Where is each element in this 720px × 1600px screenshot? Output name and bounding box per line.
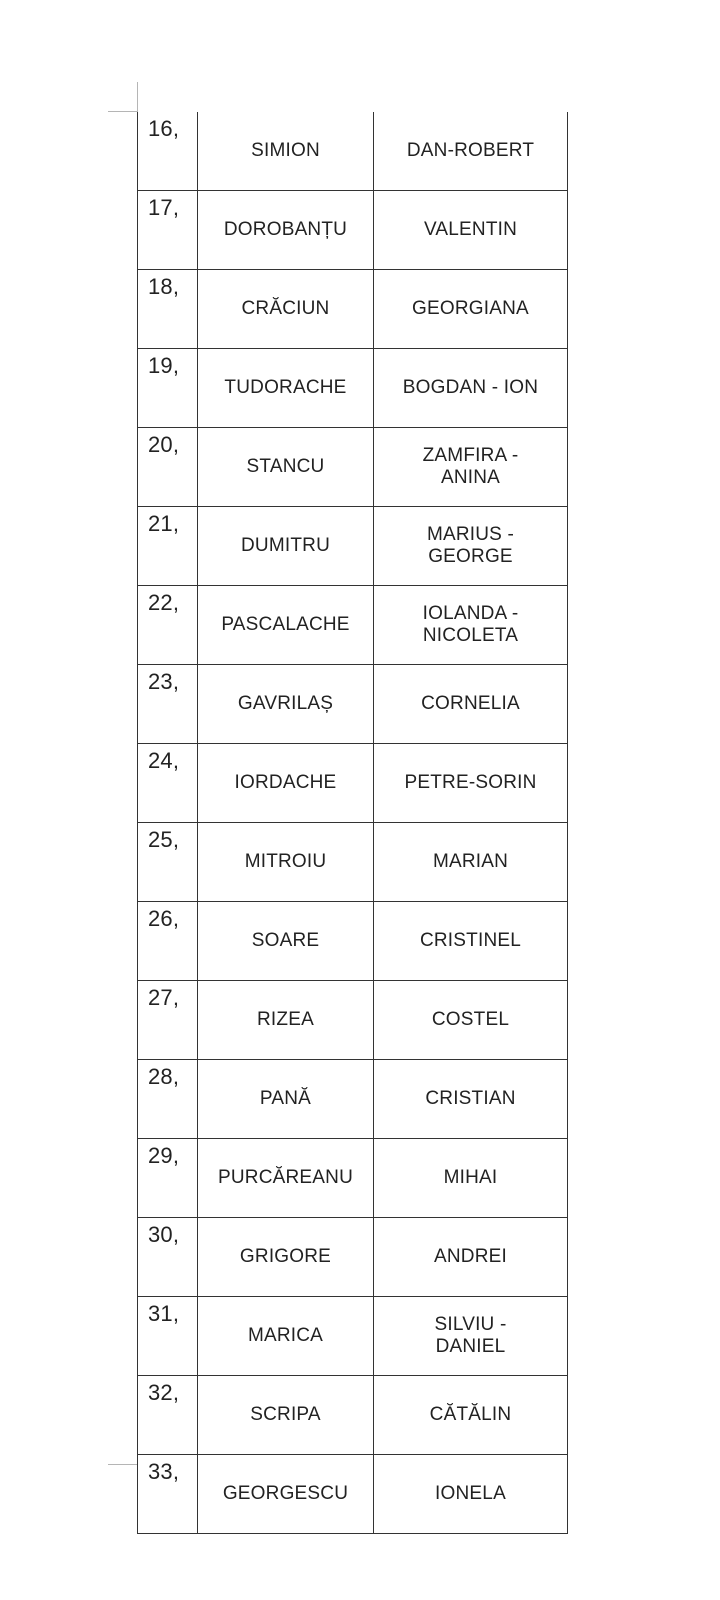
first-name-text: SILVIU - DANIEL (434, 1314, 507, 1357)
table-row (138, 981, 568, 1060)
first-name-cell (374, 1297, 568, 1376)
first-name-cell (374, 902, 568, 981)
first-name-cell (374, 428, 568, 507)
names-table (137, 112, 568, 1534)
table-row (138, 902, 568, 981)
table-row (138, 1455, 568, 1534)
last-name-cell: DOROBANȚU (198, 191, 374, 270)
table-row (138, 744, 568, 823)
row-number: 29, (138, 1139, 198, 1218)
first-name-text: BOGDAN - ION (402, 377, 539, 398)
last-name-cell: STANCU (198, 428, 374, 507)
table-row (138, 1060, 568, 1139)
table-row (138, 428, 568, 507)
last-name-cell: RIZEA (198, 981, 374, 1060)
first-name-text: MARIUS - GEORGE (426, 524, 515, 567)
row-number: 24, (138, 744, 198, 823)
last-name-cell: IORDACHE (198, 744, 374, 823)
table-row (138, 823, 568, 902)
table-row (138, 270, 568, 349)
first-name-text: VALENTIN (423, 219, 518, 240)
first-name-text: COSTEL (431, 1009, 510, 1030)
table-row (138, 112, 568, 191)
first-name-text: MARIAN (432, 851, 509, 872)
row-number: 27, (138, 981, 198, 1060)
first-name-cell (374, 349, 568, 428)
last-name-cell: PANĂ (198, 1060, 374, 1139)
row-number: 18, (138, 270, 198, 349)
first-name-text: ANDREI (434, 1246, 507, 1267)
last-name-cell: PASCALACHE (198, 586, 374, 665)
table-row (138, 1297, 568, 1376)
row-number: 26, (138, 902, 198, 981)
first-name-text: MIHAI (443, 1167, 498, 1188)
row-number: 25, (138, 823, 198, 902)
table-row (138, 507, 568, 586)
first-name-cell (374, 1060, 568, 1139)
row-number: 21, (138, 507, 198, 586)
row-number: 33, (138, 1455, 198, 1534)
table-row (138, 349, 568, 428)
first-name-text: CORNELIA (421, 693, 520, 714)
first-name-text: IONELA (435, 1483, 506, 1504)
first-name-cell (374, 981, 568, 1060)
row-number: 30, (138, 1218, 198, 1297)
table-row (138, 586, 568, 665)
table-row (138, 665, 568, 744)
last-name-cell: MITROIU (198, 823, 374, 902)
last-name-cell: SOARE (198, 902, 374, 981)
last-name-cell: PURCĂREANU (198, 1139, 374, 1218)
table-row (138, 1376, 568, 1455)
row-number: 31, (138, 1297, 198, 1376)
first-name-cell (374, 1139, 568, 1218)
first-name-text: DAN-ROBERT (406, 140, 535, 161)
last-name-cell: GAVRILAȘ (198, 665, 374, 744)
last-name-cell: GRIGORE (198, 1218, 374, 1297)
row-number: 28, (138, 1060, 198, 1139)
last-name-cell: TUDORACHE (198, 349, 374, 428)
first-name-cell (374, 1376, 568, 1455)
crop-mark-top-vertical (137, 82, 138, 112)
first-name-cell (374, 270, 568, 349)
first-name-cell (374, 507, 568, 586)
first-name-cell (374, 112, 568, 191)
row-number: 19, (138, 349, 198, 428)
crop-mark-top-horizontal (108, 111, 138, 112)
first-name-cell (374, 744, 568, 823)
last-name-cell: MARICA (198, 1297, 374, 1376)
first-name-cell (374, 586, 568, 665)
first-name-text: CRISTIAN (425, 1088, 516, 1109)
first-name-cell (374, 665, 568, 744)
last-name-cell: DUMITRU (198, 507, 374, 586)
first-name-text: CĂTĂLIN (429, 1404, 512, 1425)
last-name-cell: GEORGESCU (198, 1455, 374, 1534)
table-row (138, 1139, 568, 1218)
row-number: 17, (138, 191, 198, 270)
names-table-body (138, 112, 568, 1534)
crop-mark-bottom-horizontal (108, 1464, 138, 1465)
first-name-cell (374, 823, 568, 902)
first-name-text: CRISTINEL (419, 930, 522, 951)
last-name-cell: SIMION (198, 112, 374, 191)
row-number: 22, (138, 586, 198, 665)
last-name-cell: SCRIPA (198, 1376, 374, 1455)
first-name-text: ZAMFIRA - ANINA (422, 445, 519, 488)
row-number: 23, (138, 665, 198, 744)
row-number: 32, (138, 1376, 198, 1455)
first-name-text: PETRE-SORIN (404, 772, 537, 793)
table-row (138, 191, 568, 270)
first-name-text: GEORGIANA (412, 298, 529, 319)
first-name-text: IOLANDA - NICOLETA (422, 603, 519, 646)
first-name-cell (374, 191, 568, 270)
row-number: 20, (138, 428, 198, 507)
row-number: 16, (138, 112, 198, 191)
first-name-cell (374, 1218, 568, 1297)
last-name-cell: CRĂCIUN (198, 270, 374, 349)
first-name-cell (374, 1455, 568, 1534)
table-row (138, 1218, 568, 1297)
